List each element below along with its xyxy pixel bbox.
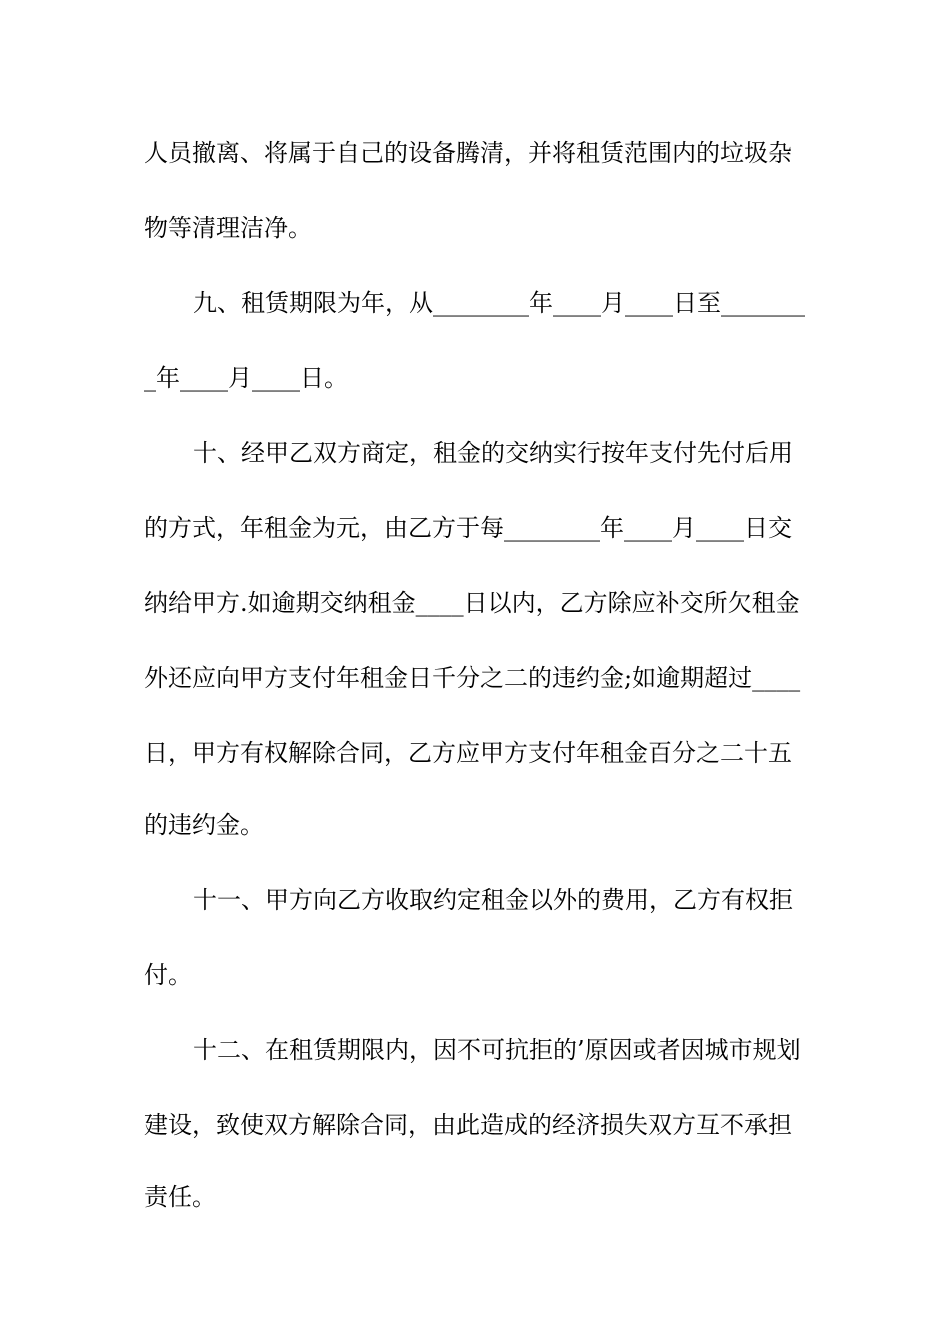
text-line-13: 十二、在租赁期限内，因不可抗拒的’原因或者因城市规划	[193, 1036, 801, 1064]
text-line-14: 建设，致使双方解除合同，由此造成的经济损失双方互不承担	[144, 1111, 792, 1139]
text-line-6: 的方式，年租金为元，由乙方于每________年____月____日交	[144, 514, 792, 542]
text-line-12: 付。	[144, 961, 192, 989]
text-line-5: 十、经甲乙双方商定，租金的交纳实行按年支付先付后用	[193, 439, 793, 467]
text-line-9: 日，甲方有权解除合同，乙方应甲方支付年租金百分之二十五	[144, 739, 792, 767]
text-line-2: 物等清理洁净。	[144, 214, 312, 242]
text-line-15: 责任。	[144, 1183, 216, 1211]
text-line-10: 的违约金。	[144, 811, 264, 839]
text-line-3: 九、租赁期限为年，从________年____月____日至_______	[193, 289, 805, 317]
text-line-7: 纳给甲方.如逾期交纳租金____日以内，乙方除应补交所欠租金	[144, 589, 800, 617]
text-line-8: 外还应向甲方支付年租金日千分之二的违约金;如逾期超过____	[144, 664, 801, 692]
text-line-11: 十一、甲方向乙方收取约定租金以外的费用，乙方有权拒	[193, 886, 793, 914]
text-line-1: 人员撤离、将属于自己的设备腾清，并将租赁范围内的垃圾杂	[144, 139, 792, 167]
text-line-4: _年____月____日。	[144, 364, 348, 392]
